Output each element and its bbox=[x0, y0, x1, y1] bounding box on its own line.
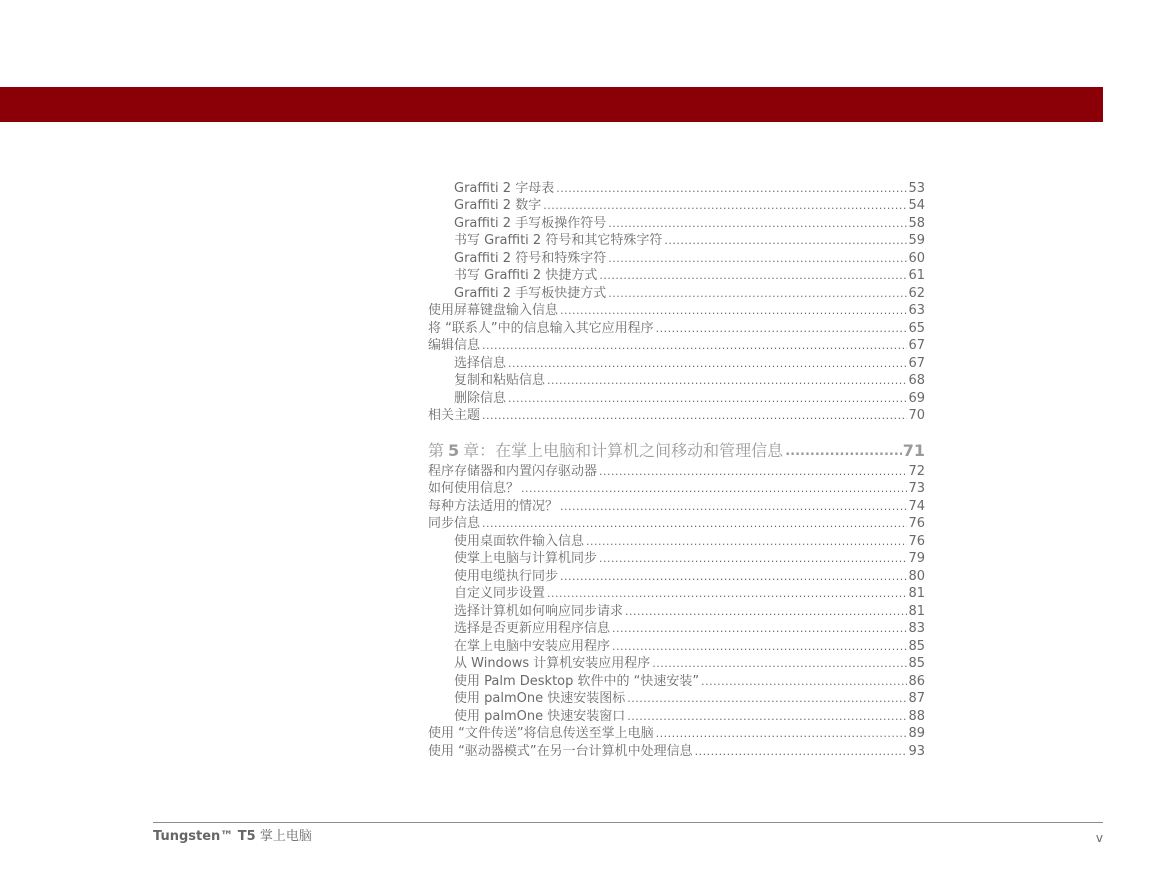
toc-entry-title: 删除信息 bbox=[454, 390, 507, 406]
toc-leader-dots bbox=[608, 253, 907, 264]
toc-entry-title: 使用 palmOne 快速安装窗口 bbox=[454, 708, 626, 724]
toc-entry[interactable] bbox=[428, 179, 925, 197]
toc-leader-dots bbox=[482, 410, 907, 421]
toc-entry-page: 53 bbox=[908, 180, 925, 196]
header-band bbox=[0, 87, 1103, 122]
toc-entry[interactable] bbox=[428, 480, 925, 498]
toc-entry-title: 使用 palmOne 快速安装图标 bbox=[454, 691, 626, 706]
toc-entry[interactable] bbox=[428, 302, 925, 320]
toc-entry-page: 73 bbox=[908, 481, 925, 496]
toc-entry-page: 85 bbox=[908, 656, 925, 671]
toc-entry[interactable] bbox=[428, 707, 925, 725]
toc-entry[interactable] bbox=[428, 620, 925, 638]
toc-leader-dots bbox=[599, 553, 907, 564]
toc-entry-title: 使用桌面软件输入信息 bbox=[454, 533, 585, 549]
toc-entry-title: Graffiti 2 数字 bbox=[454, 198, 542, 213]
toc-entry-page: 65 bbox=[908, 320, 925, 336]
toc-leader-dots bbox=[521, 483, 907, 494]
toc-entry[interactable] bbox=[428, 602, 925, 620]
toc-entry-page: 58 bbox=[908, 215, 925, 231]
toc-entry[interactable] bbox=[428, 372, 925, 390]
toc-leader-dots bbox=[599, 466, 907, 477]
toc-entry[interactable] bbox=[428, 267, 925, 285]
toc-entry-page: 62 bbox=[908, 285, 925, 301]
footer-page-number: v bbox=[1095, 831, 1103, 845]
toc-entry-title: 编辑信息 bbox=[428, 338, 481, 353]
toc-entry[interactable] bbox=[428, 532, 925, 550]
toc-leader-dots bbox=[560, 305, 907, 316]
toc-entry-page: 76 bbox=[908, 533, 925, 549]
toc-entry[interactable] bbox=[428, 585, 925, 603]
toc-entry[interactable] bbox=[428, 407, 925, 425]
toc-section-after-chapter bbox=[428, 462, 925, 760]
toc-entry-page: 67 bbox=[908, 355, 925, 371]
toc-entry-page: 85 bbox=[908, 638, 925, 654]
footer-divider bbox=[153, 822, 1103, 823]
toc-entry-title: 自定义同步设置 bbox=[454, 586, 546, 601]
toc-entry-title: 书写 Graffiti 2 快捷方式 bbox=[454, 268, 598, 283]
toc-entry[interactable] bbox=[428, 567, 925, 585]
footer-product-name bbox=[153, 828, 312, 846]
chapter-suffix: 章： bbox=[463, 441, 496, 460]
toc-entry-page: 87 bbox=[908, 691, 925, 706]
toc-entry-page: 81 bbox=[908, 586, 925, 601]
toc-entry-page: 63 bbox=[908, 303, 925, 318]
toc-entry-page: 69 bbox=[908, 390, 925, 406]
toc-entry[interactable] bbox=[428, 214, 925, 232]
toc-entry[interactable] bbox=[428, 637, 925, 655]
toc-leader-dots bbox=[627, 711, 907, 722]
toc-entry-title: 使用 Palm Desktop 软件中的 “快速安装” bbox=[454, 673, 700, 689]
chapter-spacer bbox=[428, 424, 925, 438]
toc-entry-page: 60 bbox=[908, 250, 925, 266]
toc-entry[interactable] bbox=[428, 249, 925, 267]
toc-entry-title: 将 “联系人”中的信息输入其它应用程序 bbox=[428, 320, 654, 336]
toc-entry-title: 程序存储器和内置闪存驱动器 bbox=[428, 463, 598, 479]
toc-leader-dots bbox=[701, 676, 907, 687]
toc-entry-page: 89 bbox=[908, 726, 925, 741]
toc-leader-dots bbox=[652, 658, 907, 669]
toc-leader-dots bbox=[508, 358, 907, 369]
toc-leader-dots bbox=[608, 218, 907, 229]
toc-entry-title: 使用 “驱动器模式”在另一台计算机中处理信息 bbox=[428, 743, 693, 759]
toc-entry[interactable] bbox=[428, 232, 925, 250]
toc-entry[interactable] bbox=[428, 690, 925, 708]
toc-entry-title: 相关主题 bbox=[428, 408, 481, 423]
toc-entry-title: 从 Windows 计算机安装应用程序 bbox=[454, 656, 651, 671]
footer-product: 掌上电脑 bbox=[259, 829, 312, 844]
toc-entry-title: Graffiti 2 符号和特殊字符 bbox=[454, 250, 607, 266]
toc-leader-dots bbox=[556, 183, 907, 194]
chapter-number: 5 bbox=[448, 441, 460, 460]
toc-entry-page: 79 bbox=[908, 551, 925, 566]
toc-leader-dots bbox=[482, 340, 907, 351]
toc-entry[interactable] bbox=[428, 497, 925, 515]
toc-entry[interactable] bbox=[428, 655, 925, 673]
toc-entry-title: 使用 “文件传送”将信息传送至掌上电脑 bbox=[428, 726, 654, 741]
toc-entry-title: 使用电缆执行同步 bbox=[454, 568, 559, 584]
toc-leader-dots bbox=[599, 270, 907, 281]
toc-leader-dots bbox=[543, 200, 907, 211]
toc-entry-title: 每种方法适用的情况？ bbox=[428, 498, 559, 514]
toc-entry-title: 选择计算机如何响应同步请求 bbox=[454, 603, 624, 619]
toc-entry[interactable] bbox=[428, 462, 925, 480]
toc-entry-page: 74 bbox=[908, 498, 925, 514]
toc-entry-page: 83 bbox=[908, 621, 925, 636]
toc-entry-page: 76 bbox=[908, 516, 925, 531]
chapter-page-number: 71 bbox=[902, 441, 925, 460]
toc-leader-dots bbox=[625, 606, 907, 617]
toc-entry[interactable] bbox=[428, 319, 925, 337]
toc-leader-dots bbox=[656, 728, 908, 739]
toc-leader-dots bbox=[586, 536, 907, 547]
toc-leader-dots bbox=[560, 571, 907, 582]
toc-entry-page: 93 bbox=[908, 743, 925, 759]
toc-entry-page: 67 bbox=[908, 338, 925, 353]
toc-entry-page: 81 bbox=[908, 603, 925, 619]
toc-entry-title: 复制和粘贴信息 bbox=[454, 373, 546, 388]
toc-leader-dots bbox=[627, 693, 907, 704]
toc-entry-title: 如何使用信息？ bbox=[428, 481, 520, 496]
toc-leader-dots bbox=[656, 323, 908, 334]
toc-leader-dots bbox=[560, 501, 907, 512]
toc-entry[interactable] bbox=[428, 197, 925, 215]
chapter-leader-dots bbox=[785, 445, 902, 458]
toc-entry-title: 在掌上电脑中安装应用程序 bbox=[454, 638, 611, 654]
toc-entry-page: 54 bbox=[908, 198, 925, 213]
chapter-prefix: 第 bbox=[428, 441, 445, 460]
toc-leader-dots bbox=[608, 288, 907, 299]
toc-entry[interactable] bbox=[428, 284, 925, 302]
toc-entry-title: Graffiti 2 字母表 bbox=[454, 180, 555, 196]
toc-entry[interactable] bbox=[428, 389, 925, 407]
toc-entry-title: Graffiti 2 手写板快捷方式 bbox=[454, 285, 607, 301]
toc-entry-page: 80 bbox=[908, 568, 925, 584]
toc-entry[interactable] bbox=[428, 725, 925, 743]
toc-entry-title: 选择是否更新应用程序信息 bbox=[454, 621, 611, 636]
table-of-contents bbox=[428, 179, 925, 760]
toc-entry-title: 使掌上电脑与计算机同步 bbox=[454, 551, 598, 566]
toc-entry-title: 选择信息 bbox=[454, 355, 507, 371]
toc-leader-dots bbox=[664, 235, 907, 246]
toc-entry-page: 59 bbox=[908, 233, 925, 248]
toc-entry-page: 70 bbox=[908, 408, 925, 423]
toc-entry-page: 86 bbox=[908, 673, 925, 689]
toc-entry-page: 72 bbox=[908, 463, 925, 479]
toc-leader-dots bbox=[612, 623, 907, 634]
toc-entry-title: 使用屏幕键盘输入信息 bbox=[428, 303, 559, 318]
toc-entry-page: 88 bbox=[908, 708, 925, 724]
toc-entry-page: 61 bbox=[908, 268, 925, 283]
toc-leader-dots bbox=[482, 518, 907, 529]
toc-entry[interactable] bbox=[428, 354, 925, 372]
toc-entry-title: 同步信息 bbox=[428, 516, 481, 531]
toc-entry[interactable] bbox=[428, 515, 925, 533]
toc-entry-title: 书写 Graffiti 2 符号和其它特殊字符 bbox=[454, 233, 663, 248]
toc-leader-dots bbox=[612, 641, 907, 652]
toc-entry[interactable] bbox=[428, 550, 925, 568]
toc-leader-dots bbox=[508, 393, 907, 404]
toc-entry[interactable] bbox=[428, 337, 925, 355]
toc-entry-page: 68 bbox=[908, 373, 925, 388]
toc-entry[interactable] bbox=[428, 672, 925, 690]
toc-leader-dots bbox=[547, 588, 907, 599]
footer-brand: Tungsten™ T5 bbox=[153, 829, 256, 844]
toc-leader-dots bbox=[695, 746, 908, 757]
toc-section-before-chapter bbox=[428, 179, 925, 424]
toc-entry[interactable] bbox=[428, 742, 925, 760]
toc-entry-title: Graffiti 2 手写板操作符号 bbox=[454, 215, 607, 231]
chapter-title: 在掌上电脑和计算机之间移动和管理信息 bbox=[495, 441, 784, 460]
toc-chapter-heading[interactable] bbox=[428, 438, 925, 462]
toc-leader-dots bbox=[547, 375, 907, 386]
